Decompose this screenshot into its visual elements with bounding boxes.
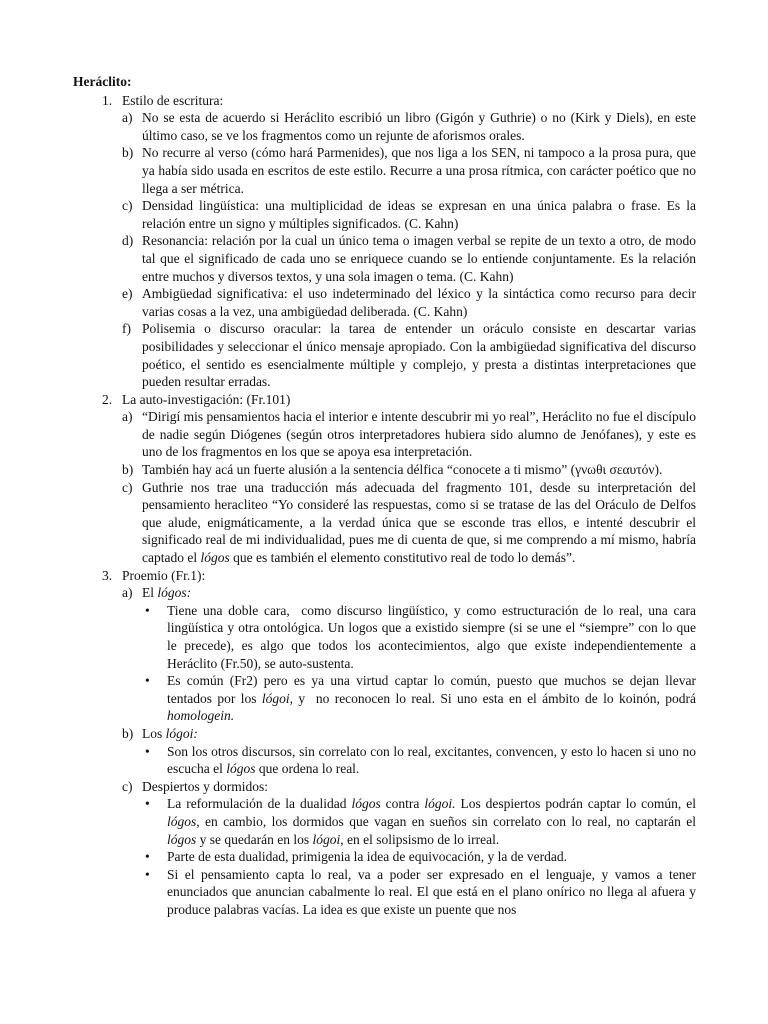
subsection-item bbox=[73, 285, 696, 320]
bullet-marker: • bbox=[145, 673, 150, 689]
outline-list bbox=[73, 92, 696, 919]
item-text: También hay acá un fuerte alusión a la sentencia délfica “conocete a ti mismo” (γνωθι σεαυτόν). bbox=[142, 462, 663, 478]
item-text: La reformulación de la dualidad lógos contra lógoi. Los despiertos podrán captar lo común, el lógos, en cambio, los dormidos que vagan en sueños sin correlato con lo real, no captarán el lógos y se quedarán en los lógoi, en el solipsismo de lo irreal. bbox=[167, 796, 696, 847]
item-text: Es común (Fr2) pero es ya una virtud captar lo común, puesto que muchos se dejan llevar tentados por los lógoi, y no reconocen lo real. Si uno esta en el ámbito de lo koinón, podrá homologein. bbox=[167, 673, 696, 724]
item-marker: d) bbox=[122, 233, 134, 249]
item-marker: c) bbox=[122, 479, 133, 495]
item-text: Proemio (Fr.1): bbox=[122, 567, 206, 583]
item-text: Si el pensamiento capta lo real, va a poder ser expresado en el lenguaje, y vamos a tener enunciados que anuncian cabalmente lo real. El que está en el plano onírico no llega al afuera y produce palabras vacías. La idea es que existe un puente que nos bbox=[167, 866, 696, 917]
item-marker: 2. bbox=[102, 391, 113, 407]
document-title: Heráclito: bbox=[73, 74, 132, 89]
bullet-item bbox=[73, 848, 696, 866]
item-text: El lógos: bbox=[142, 585, 192, 601]
item-text: No se esta de acuerdo si Heráclito escribió un libro (Gigón y Guthrie) o no (Kirk y Diels), en este último caso, se ve los fragmentos como un rejunte de aforismos orales. bbox=[142, 110, 696, 143]
item-marker: e) bbox=[122, 286, 133, 302]
subsection-item bbox=[73, 584, 696, 602]
item-text: Ambigüedad significativa: el uso indeterminado del léxico y la sintáctica como recurso para decir varias cosas a la vez, una ambigüedad deliberada. (C. Kahn) bbox=[142, 286, 696, 319]
subsection-item bbox=[73, 461, 696, 479]
section-item bbox=[73, 567, 696, 585]
item-marker: a) bbox=[122, 409, 133, 425]
bullet-marker: • bbox=[145, 866, 150, 882]
subsection-item bbox=[73, 197, 696, 232]
item-marker: c) bbox=[122, 198, 133, 214]
item-text: Densidad lingüística: una multiplicidad de ideas se expresan en una única palabra o frase. Es la relación entre un signo y múltiples significados. (C. Kahn) bbox=[142, 198, 696, 231]
bullet-item bbox=[73, 795, 696, 848]
item-marker: a) bbox=[122, 585, 133, 601]
bullet-marker: • bbox=[145, 796, 150, 812]
item-marker: b) bbox=[122, 725, 134, 741]
item-text: Polisemia o discurso oracular: la tarea de entender un oráculo consiste en descartar varias posibilidades y seleccionar el único mensaje apropiado. Con la ambigüedad significativa del discurso poético, el sentido es esencialmente múltiple y complejo, y presta a distintas interpretaciones que pueden resultar erradas. bbox=[142, 321, 696, 390]
bullet-marker: • bbox=[145, 602, 150, 618]
subsection-item bbox=[73, 232, 696, 285]
item-marker: c) bbox=[122, 778, 133, 794]
section-item bbox=[73, 92, 696, 110]
subsection-item bbox=[73, 320, 696, 390]
item-text: Parte de esta dualidad, primigenia la idea de equivocación, y la de verdad. bbox=[167, 849, 567, 865]
item-marker: b) bbox=[122, 145, 134, 161]
subsection-item bbox=[73, 778, 696, 796]
subsection-item bbox=[73, 725, 696, 743]
item-marker: 1. bbox=[102, 92, 113, 108]
item-text: Tiene una doble cara, como discurso lingüístico, y como estructuración de lo real, una cara lingüística y otra ontológica. Un logos que a existido siempre (si se une el “siempre” con lo que le precede), es algo que todos los acontecimientos, algo que existe independientemente a Heráclito (Fr.50), se auto-sustenta. bbox=[167, 602, 696, 671]
item-text: Estilo de escritura: bbox=[122, 92, 224, 108]
subsection-item bbox=[73, 408, 696, 461]
bullet-item bbox=[73, 602, 696, 672]
bullet-marker: • bbox=[145, 849, 150, 865]
bullet-marker: • bbox=[145, 743, 150, 759]
item-marker: f) bbox=[122, 321, 131, 337]
item-marker: 3. bbox=[102, 567, 113, 583]
item-text: No recurre al verso (cómo hará Parmenides), que nos liga a los SEN, ni tampoco a la prosa pura, que ya había sido usada en escritos de este estilo. Recurre a una prosa rítmica, con carácter poético que no llega a ser métrica. bbox=[142, 145, 696, 196]
item-text: Guthrie nos trae una traducción más adecuada del fragmento 101, desde su interpretación del pensamiento heracliteo “Yo consideré las respuestas, como si se tratase de las del Oráculo de Delfos que alude, enigmáticamente, a la verdad única que se esconde tras ellos, e intenté descubrir el significado real de mi individualidad, pues me di cuenta de que, si me comprendo a mí mismo, habría captado el lógos que es también el elemento constitutivo real de todo lo demás”. bbox=[142, 479, 696, 566]
item-text: Despiertos y dormidos: bbox=[142, 778, 268, 794]
item-text: “Dirigí mis pensamientos hacia el interior e intente descubrir mi yo real”, Heráclito no fue el discípulo de nadie según Diógenes (según otros interpretadores hubiera sido alumno de Jenófanes), y este es uno de los fragmentos en los que se apoya esa interpretación. bbox=[142, 409, 696, 460]
item-text: Resonancia: relación por la cual un único tema o imagen verbal se repite de un texto a otro, de modo tal que el significado de cada uno se enriquece cuando se lo entiende conjuntamente. Es la relación entre muchos y diversos textos, y una sola imagen o tema. (C. Kahn) bbox=[142, 233, 696, 284]
section-item bbox=[73, 391, 696, 409]
subsection-item bbox=[73, 479, 696, 567]
subsection-item bbox=[73, 109, 696, 144]
item-text: Los lógoi: bbox=[142, 725, 198, 741]
item-marker: a) bbox=[122, 110, 133, 126]
bullet-item bbox=[73, 672, 696, 725]
item-text: La auto-investigación: (Fr.101) bbox=[122, 391, 291, 407]
subsection-item bbox=[73, 144, 696, 197]
bullet-item bbox=[73, 866, 696, 919]
item-text: Son los otros discursos, sin correlato con lo real, excitantes, convencen, y esto lo hacen si uno no escucha el lógos que ordena lo real. bbox=[167, 743, 696, 777]
bullet-item bbox=[73, 743, 696, 778]
item-marker: b) bbox=[122, 462, 134, 478]
